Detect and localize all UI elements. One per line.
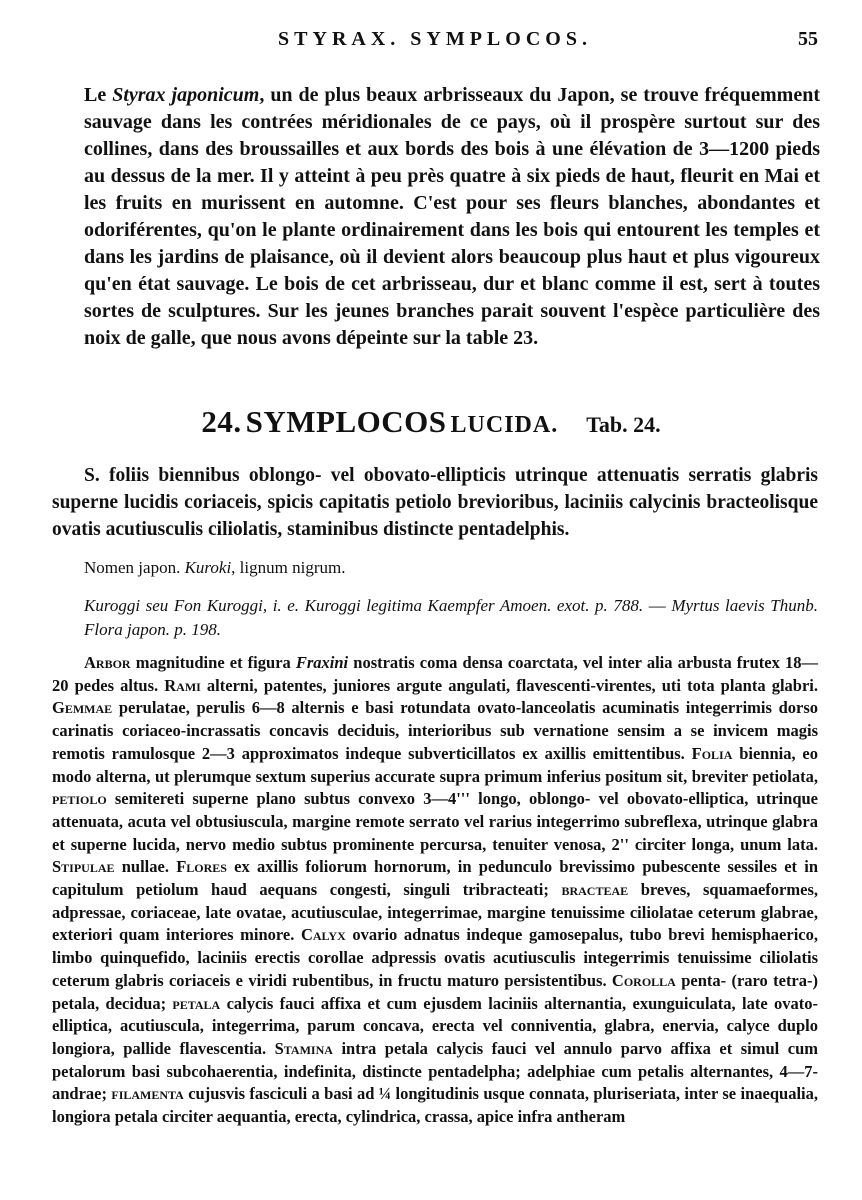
description-text: ovario adnatus indeque gamosepalus, tubo brevi hemisphaerico, limbo quinquefido, laciniis erectis corollae adpressis ovatis acutiusculis integerrimis tenuissime ciliolatis ceterum glabris coriaceis e viridi rubentibus, in fructu maturo persistentibus.: [52, 925, 818, 990]
organ-term: petala: [172, 993, 221, 1013]
vernacular-prefix: Nomen japon.: [84, 558, 185, 577]
intro-text-start: Le: [84, 84, 113, 106]
description-text: biennia, eo modo alterna, ut plerumque sextum superius accurate supra primum inferius positum sit, breviter petiolata,: [52, 743, 818, 786]
description-text: semitereti superne plano subtus convexo 3—4''' longo, oblongo- vel obovato-elliptica, utrinque attenuata, acuta vel obtusiuscula, margine remote serrato vel rarius integerrimo subreflexa, utrinque glabra et superne lucida, nervo medio subtus prominente percursa, tenuiter venosa, 2'' circiter longa, unum lata.: [52, 789, 818, 854]
description-text: breves, squamaeformes, adpressae, coriaceae, late ovatae, acutiusculae, integerrimae, margine tenuissime ciliolatae ceterum glabrae, exteriori quam interiores minore.: [52, 880, 818, 945]
organ-term: petiolo: [52, 789, 107, 809]
vernacular-japanese-name: Kuroki: [184, 558, 232, 577]
organ-term: Folia: [691, 743, 733, 763]
latin-diagnosis: S. foliis biennibus oblongo- vel obovato-ellipticis utrinque attenuatis serratis glabris superne lucidis coriaceis, spicis capitatis petiolo brevioribus, laciniis calycinis bracteolisque ovatis acutiusculis ciliolatis, staminibus distincte pentadelphis.: [52, 465, 818, 540]
description-text: magnitudine et figura: [130, 653, 296, 672]
organ-term: Rami: [164, 675, 201, 695]
organ-term: Calyx: [300, 925, 346, 945]
species-number: 24.: [201, 404, 242, 439]
synonym-separator: —: [643, 596, 672, 615]
species-epithet: LUCIDA.: [450, 412, 559, 438]
organ-term: Flores: [176, 857, 227, 877]
description-text: nullae.: [114, 857, 177, 877]
description-text: perulatae, perulis 6—8 alternis e basi rotundata ovato-lanceolatis acuminatis integerrimis dorso carinatis coriaceo-incrassatis concavis deciduis, interioribus sub vernatione sensim a se invicem magis remotis ramulosque 2—3 approximatos indeque subverticillatos ex axillis emittentibus.: [52, 698, 818, 763]
species-genus: SYMPLOCOS: [245, 404, 447, 439]
page-header: [52, 28, 818, 64]
organ-term: bracteae: [561, 880, 629, 900]
intro-italic-name: Styrax japonicum: [112, 84, 260, 106]
organ-term: Gemmae: [52, 698, 113, 718]
organ-term: Arbor: [84, 653, 131, 672]
synonymy: [84, 594, 818, 642]
plate-reference: Tab. 24.: [586, 412, 661, 437]
organ-term: Stamina: [274, 1038, 333, 1058]
description-text: ex axillis foliorum hornorum, in pedunculo brevissimo pubescente sessiles et in capitulum petiolum haud aequans congesti, singuli tribracteati;: [52, 857, 818, 900]
vernacular-suffix: , lignum nigrum.: [231, 558, 346, 577]
intro-text-rest: , un de plus beaux arbrisseaux du Japon, se trouve fréquemment sauvage dans les contrées méridionales de ce pays, où il prospère surtout sur des collines, dans des broussailles et aux bords des bois à une élévation de 3—1200 pieds au dessus de la mer. Il y atteint à peu près quatre à six pieds de haut, fleurit en Mai et les fruits en murissent en automne. C'est pour ses fleurs blanches, abondantes et odoriférentes, qu'on le plante ordinairement dans les bois qui entourent les temples et dans les jardins de plaisance, où il devient alors beaucoup plus haut et plus vigoureux qu'en état sauvage. Le bois de cet arbrisseau, dur et blanc comme il est, sert à toutes sortes de sculptures. Sur les jeunes branches parait souvent l'espèce particulière des noix de galle, que nous avons dépeinte sur la table 23.: [84, 84, 820, 349]
description-text: intra petala calycis fauci vel annulo parvo affixa et simul cum petalorum basi subcohaerentia, indefinita, distincte pentadelpha; adelphiae cum petalis alternantes, 4—7-andrae;: [52, 1038, 818, 1104]
vernacular-name: [84, 556, 818, 580]
organ-term: Stipulae: [52, 857, 115, 877]
organ-term: filamenta: [111, 1084, 184, 1104]
description-text: penta- (raro tetra-) petala, decidua;: [52, 970, 818, 1013]
description-text: nostratis coma densa coarctata, vel inter alia arbusta frutex 18—20 pedes altus.: [52, 653, 818, 695]
organ-term: Corolla: [611, 970, 676, 990]
description-text: alterni, patentes, juniores argute angulati, flavescenti-virentes, uti tota planta glabri.: [200, 675, 818, 695]
intro-paragraph: [84, 82, 820, 352]
description-text: calycis fauci affixa et cum ejusdem laciniis alternantia, exunguiculata, late ovato-elliptica, acutiuscula, integerrima, parum concava, erecta vel conniventia, glabra, enervia, calyce duplo longiora, pallide flavescentia.: [52, 993, 819, 1058]
species-heading: [0, 404, 862, 440]
italic-term: Fraxini: [295, 653, 349, 672]
synonym-thunberg: Myrtus laevis Thunb. Flora japon. p. 198.: [84, 596, 818, 639]
morphological-description: [52, 652, 818, 1129]
description-text: cujusvis fasciculi a basi ad ¼ longitudinis usque connata, pluriseriata, inter se inaequalia, longiora petala circiter aequantia, erecta, cylindrica, crassa, apice infra antheram: [52, 1084, 818, 1127]
synonym-kaempfer: Kuroggi seu Fon Kuroggi, i. e. Kuroggi legitima Kaempfer Amoen. exot. p. 788.: [84, 596, 644, 615]
page-number: 55: [798, 28, 818, 50]
running-title: STYRAX. SYMPLOCOS.: [278, 28, 592, 50]
